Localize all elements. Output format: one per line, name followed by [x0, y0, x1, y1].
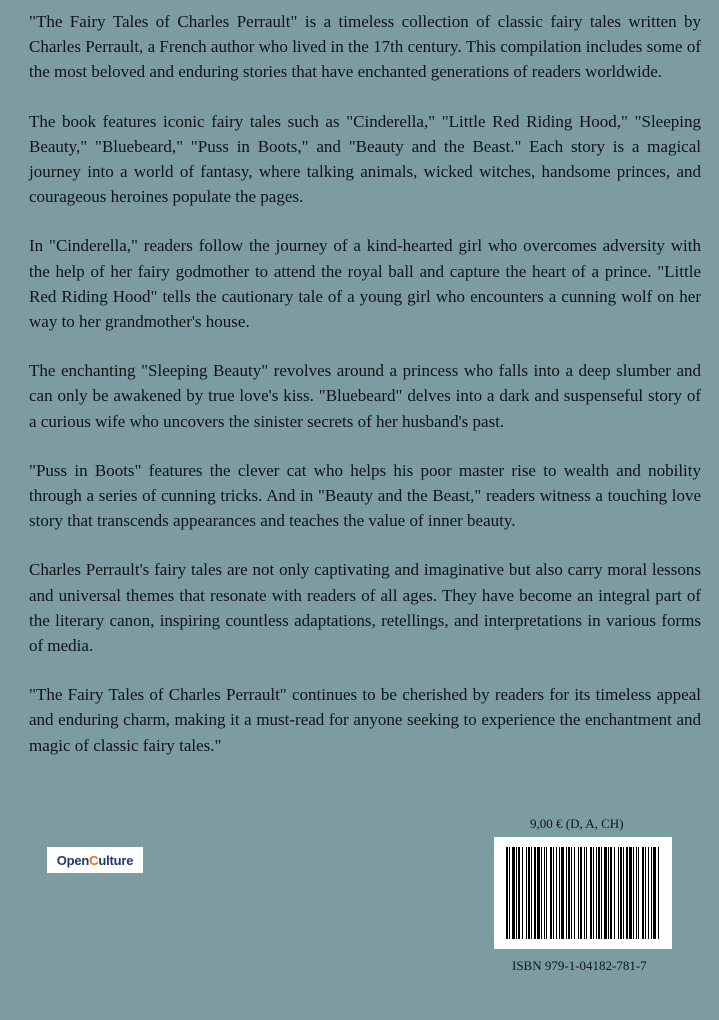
barcode-bar	[534, 847, 536, 939]
barcode-bar	[620, 847, 622, 939]
isbn-label: ISBN 979-1-04182-781-7	[512, 958, 647, 973]
barcode-bar	[596, 847, 597, 939]
barcode-bar	[598, 847, 600, 939]
publisher-logo	[47, 847, 143, 873]
barcode-bar	[526, 847, 527, 939]
barcode-bar	[608, 847, 609, 939]
barcode-bar	[541, 847, 542, 939]
barcode-bar	[645, 847, 646, 939]
price-label: 9,00 € (D, A, CH)	[530, 816, 624, 831]
back-cover-blurb	[29, 9, 701, 782]
barcode-bar	[642, 847, 644, 939]
publisher-logo-ulture: ulture	[98, 852, 134, 868]
barcode-bar	[518, 847, 520, 939]
barcode-bar	[516, 847, 517, 939]
barcode-bar	[626, 847, 628, 939]
barcode-bar	[658, 847, 659, 939]
barcode-bar	[638, 847, 639, 939]
barcode-bar	[610, 847, 612, 939]
blurb-paragraph-4: The enchanting "Sleeping Beauty" revolves around a princess who falls into a deep slumber and can only be awakened by true love's kiss. "Bluebeard" delves into a dark and suspenseful story of a curious wife who uncovers the sinister secrets of her husband's past.	[29, 361, 701, 431]
barcode-bar	[636, 847, 637, 939]
barcode-bar	[618, 847, 619, 939]
barcode-bar	[590, 847, 592, 939]
barcode-bar	[629, 847, 632, 939]
barcode-bar	[528, 847, 530, 939]
barcode-bar	[531, 847, 532, 939]
barcode-bar	[623, 847, 624, 939]
blurb-paragraph-7: "The Fairy Tales of Charles Perrault" continues to be cherished by readers for its timeless appeal and enduring charm, making it a must-read for anyone seeking to experience the enchantment and magic of classic fairy tales."	[29, 685, 701, 755]
barcode-bar	[614, 847, 615, 939]
barcode-bar	[509, 847, 510, 939]
blurb-paragraph-3: In "Cinderella," readers follow the journey of a kind-hearted girl who overcomes adversity with the help of her fairy godmother to attend the royal ball and capture the heart of a prince. "Little Red Riding Hood" tells the cautionary tale of a young girl who encounters a cunning wolf on her way to her grandmother's house.	[29, 236, 701, 332]
barcode-bar	[604, 847, 607, 939]
barcode-bar	[593, 847, 594, 939]
blurb-paragraph-2: The book features iconic fairy tales such as "Cinderella," "Little Red Riding Hood," "Sleeping Beauty," "Bluebeard," "Puss in Boots," and "Beauty and the Beast." Each story is a magical journey into a world of fantasy, where talking animals, wicked witches, handsome princes, and courageous heroines populate the pages.	[29, 111, 701, 207]
barcode-bar	[559, 847, 560, 939]
barcode-bar	[561, 847, 564, 939]
barcode	[494, 837, 672, 949]
blurb-paragraph-6: Charles Perrault's fairy tales are not only captivating and imaginative but also carry moral lessons and universal themes that resonate with readers of all ages. They have become an integral part of the literary canon, inspiring countless adaptations, retellings, and interpretations in various forms of media.	[29, 560, 701, 656]
barcode-bar	[601, 847, 602, 939]
barcode-bar	[653, 847, 656, 939]
barcode-bar	[546, 847, 547, 939]
barcode-bar	[578, 847, 579, 939]
blurb-paragraph-1: "The Fairy Tales of Charles Perrault" is a timeless collection of classic fairy tales written by Charles Perrault, a French author who lived in the 17th century. This compilation includes some of the most beloved and enduring stories that have enchanted generations of readers worldwide.	[29, 12, 701, 82]
barcode-bar	[537, 847, 540, 939]
barcode-bar	[574, 847, 575, 939]
barcode-bar	[651, 847, 652, 939]
barcode-bar	[586, 847, 587, 939]
barcode-bar	[633, 847, 634, 939]
barcode-bar	[544, 847, 545, 939]
barcode-bar	[553, 847, 554, 939]
publisher-logo-c: C	[89, 852, 99, 868]
barcode-bar	[566, 847, 567, 939]
blurb-paragraph-5: "Puss in Boots" features the clever cat who helps his poor master rise to wealth and nobility through a series of cunning tricks. And in "Beauty and the Beast," readers witness a touching love story that transcends appearances and teaches the value of inner beauty.	[29, 460, 701, 531]
barcode-bar	[522, 847, 523, 939]
barcode-bar	[584, 847, 585, 939]
barcode-bar	[580, 847, 582, 939]
barcode-bar	[506, 847, 508, 939]
barcode-bar	[512, 847, 515, 939]
barcode-icon	[504, 847, 662, 939]
publisher-logo-open: Open	[56, 852, 90, 868]
barcode-bar	[571, 847, 572, 939]
barcode-bar	[568, 847, 570, 939]
barcode-bar	[648, 847, 649, 939]
barcode-bar	[550, 847, 552, 939]
barcode-bar	[556, 847, 557, 939]
